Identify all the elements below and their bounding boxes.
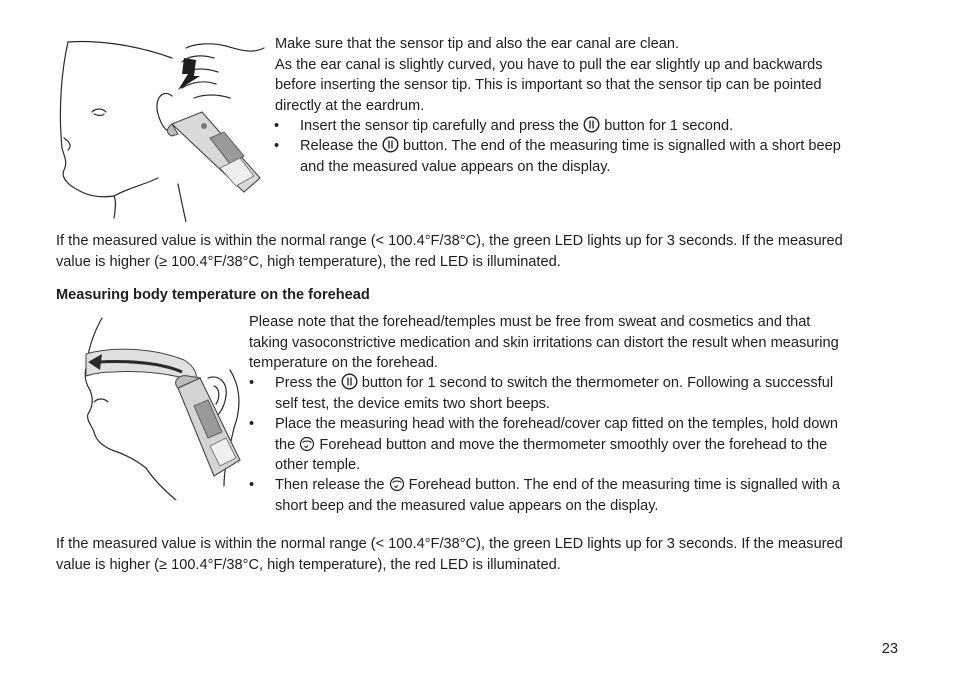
- bullet-text: Then release the: [275, 477, 385, 493]
- bullet-text: short beep and the measured value appears on the display.: [275, 497, 659, 514]
- power-button-icon: [583, 116, 600, 133]
- bullet-text: Forehead button. The end of the measuring time is signalled with a: [408, 477, 840, 493]
- forehead-bullet-1: [249, 373, 834, 414]
- text-line: taking vasoconstrictive medication and skin irritations can distort the result when measuring: [249, 334, 839, 351]
- text-line: Make sure that the sensor tip and also the ear canal are clean.: [275, 36, 680, 52]
- bullet-dot: •: [249, 416, 255, 432]
- forehead-intro-paragraph: [249, 312, 839, 374]
- bullet-text: Press the: [275, 375, 337, 391]
- bullet-text: button for 1 second.: [604, 118, 734, 134]
- forehead-bullet-3: [249, 475, 840, 516]
- text-line: before inserting the sensor tip. This is important so that the sensor tip can be pointed: [275, 77, 822, 93]
- text-line: temperature on the forehead.: [249, 355, 439, 371]
- forehead-bullet-2: [249, 414, 839, 476]
- bullet-text: button for 1 second to switch the thermometer on. Following a successful: [361, 375, 834, 391]
- ear-bullet-2: [274, 136, 841, 177]
- bullet-text: the: [275, 436, 296, 453]
- text-line: If the measured value is within the normal range (< 100.4°F/38°C), the green LED lights up for 3 seconds. If the measured: [56, 536, 843, 552]
- bullet-text: Place the measuring head with the forehead/cover cap fitted on the temples, hold down: [275, 416, 839, 432]
- power-button-icon: [382, 136, 399, 153]
- section-heading-forehead: Measuring body temperature on the forehead: [56, 287, 370, 303]
- bullet-dot: •: [274, 138, 280, 154]
- page-number: 23: [881, 641, 898, 657]
- bullet-text: and the measured value appears on the display.: [300, 158, 611, 175]
- ear-intro-paragraph: [275, 34, 823, 116]
- result-paragraph-ear: [56, 231, 843, 272]
- bullet-text: other temple.: [275, 457, 361, 473]
- ear-bullet-1: [274, 116, 734, 137]
- text-line: value is higher (≥ 100.4°F/38°C, high temperature), the red LED is illuminated.: [56, 556, 561, 573]
- bullet-dot: •: [249, 375, 255, 391]
- bullet-text: Release the: [300, 138, 378, 154]
- text-line: If the measured value is within the normal range (< 100.4°F/38°C), the green LED lights up for 3 seconds. If the measured: [56, 233, 843, 249]
- text-line: As the ear canal is slightly curved, you have to pull the ear slightly up and backwards: [275, 56, 823, 73]
- forehead-measurement-illustration: [84, 316, 244, 500]
- bullet-dot: •: [249, 477, 255, 493]
- text-line: directly at the eardrum.: [275, 97, 425, 114]
- power-button-icon: [341, 373, 358, 390]
- bullet-text: Insert the sensor tip carefully and press the: [300, 118, 580, 134]
- bullet-text: button. The end of the measuring time is signalled with a short beep: [403, 138, 841, 154]
- bullet-text: Forehead button and move the thermometer smoothly over the forehead to the: [319, 436, 828, 453]
- ear-measurement-illustration: [54, 38, 266, 222]
- forehead-button-icon: [299, 436, 315, 452]
- result-paragraph-forehead: [56, 534, 843, 575]
- forehead-button-icon: [389, 476, 405, 492]
- text-line: Please note that the forehead/temples must be free from sweat and cosmetics and that: [249, 314, 811, 330]
- bullet-text: self test, the device emits two short beeps.: [275, 395, 550, 412]
- text-line: value is higher (≥ 100.4°F/38°C, high temperature), the red LED is illuminated.: [56, 253, 561, 270]
- bullet-dot: •: [274, 118, 280, 134]
